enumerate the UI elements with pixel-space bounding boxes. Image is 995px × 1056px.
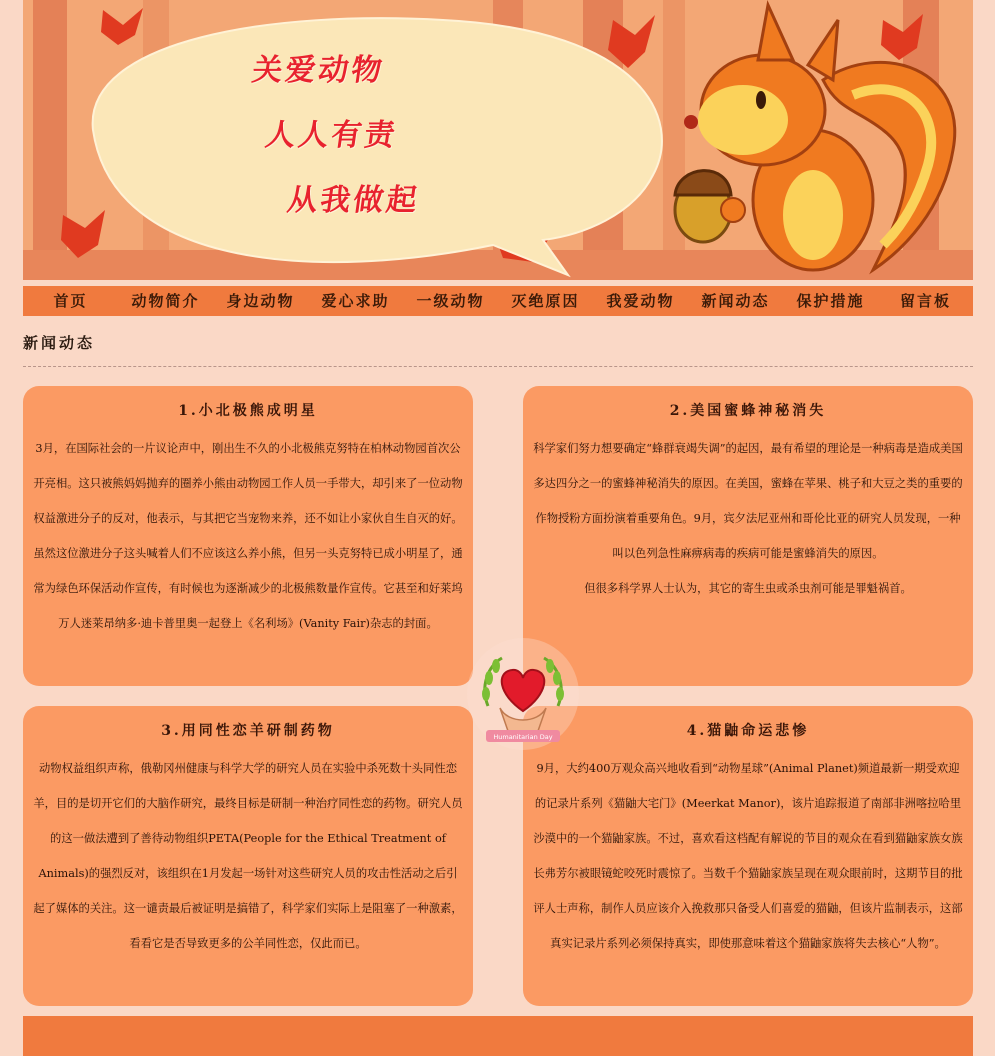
news-card (523, 386, 973, 686)
nav-item-animal-intro[interactable]: 动物简介 (131, 292, 200, 310)
slogan-line-1: 关爱动物 (250, 53, 387, 88)
header-banner (23, 0, 973, 280)
news-card-body: 9月，大约400万观众高兴地收看到“动物星球”(Animal Planet)频道最新一期受欢迎的记录片系列《猫鼬大宅门》(Meerkat Manor)，该片追踪报道了南部非洲喀拉哈里沙漠中的一个猫鼬家族。不过，喜欢看这档配有解说的节目的观众在看到猫鼬家族女族长弗芳尔被眼镜蛇咬死时震惊了。当数千个猫鼬家族呈现在观众眼前时，这期节目的批评人士声称，制作人员应该介入挽救那只备受人们喜爱的猫鼬，但该片监制表示，这部真实记录片系列必须保持真实，即使那意味着这个猫鼬家族将失去核心“人物”。 (533, 762, 963, 950)
footer-bar (23, 1016, 973, 1056)
news-card (23, 706, 473, 1006)
banner-illustration (23, 0, 973, 280)
slogan-line-3: 从我做起 (285, 183, 422, 218)
nav-item-i-love-animals[interactable]: 我爱动物 (606, 292, 675, 310)
nav-item-news[interactable]: 新闻动态 (701, 292, 770, 310)
news-card-body-extra: 但很多科学界人士认为，其它的寄生虫或杀虫剂可能是罪魁祸首。 (584, 582, 912, 595)
divider (23, 366, 973, 367)
badge-caption: Humanitarian Day (493, 733, 553, 741)
news-card-title[interactable]: 1.小北极熊成明星 (178, 403, 318, 419)
news-card-title[interactable]: 4.猫鼬命运悲惨 (686, 723, 810, 739)
slogan-line-2: 人人有责 (263, 118, 400, 153)
humanitarian-day-badge (458, 636, 588, 756)
nav-item-protection[interactable]: 保护措施 (796, 292, 865, 310)
nav-item-guestbook[interactable]: 留言板 (899, 292, 951, 310)
page-title: 新闻动态 (23, 334, 96, 352)
news-card-body: 动物权益组织声称，俄勒冈州健康与科学大学的研究人员在实验中杀死数十头同性恋羊，目的是切开它们的大脑作研究，最终目标是研制一种治疗同性恋的药物。研究人员的这一做法遭到了善待动物组织PETA(People for the Ethical Treatment of Animals)的强烈反对，该组织在1月发起一场针对这些研究人员的攻击性活动之后引起了媒体的关注。这一谴责最后被证明是搞错了，科学家们实际上是阻塞了一种激素，看看它是否导致更多的公羊同性恋，仅此而已。 (33, 762, 463, 950)
news-card-title[interactable]: 3.用同性恋羊研制药物 (161, 723, 335, 739)
news-card (523, 706, 973, 1006)
heart-hands-icon (458, 636, 588, 756)
news-card-body: 3月，在国际社会的一片议论声中，刚出生不久的小北极熊克努特在柏林动物园首次公开亮相。这只被熊妈妈抛弃的圈养小熊由动物园工作人员一手带大，却引来了一位动物权益激进分子的反对，他表示，与其把它当宠物来养，还不如让小家伙自生自灭的好。虽然这位激进分子这头喊着人们不应该这么养小熊，但另一头克努特已成小明星了，通常为绿色环保活动作宣传，有时候也为逐渐减少的北极熊数量作宣传。它甚至和好莱坞万人迷莱昂纳多·迪卡普里奥一起登上《名利场》(Vanity Fair)杂志的封面。 (33, 442, 463, 630)
news-card-title[interactable]: 2.美国蜜蜂神秘消失 (669, 403, 827, 419)
nav-item-home[interactable]: 首页 (53, 292, 88, 310)
news-card (23, 386, 473, 686)
nav-item-help[interactable]: 爱心求助 (321, 292, 390, 310)
nav-item-first-class-animals[interactable]: 一级动物 (416, 292, 485, 310)
main-nav (23, 286, 973, 316)
nav-item-nearby-animals[interactable]: 身边动物 (226, 292, 295, 310)
nav-item-extinction-causes[interactable]: 灭绝原因 (511, 292, 580, 310)
news-card-body: 科学家们努力想要确定“蜂群衰竭失调”的起因，最有希望的理论是一种病毒是造成美国多达四分之一的蜜蜂神秘消失的原因。在美国，蜜蜂在苹果、桃子和大豆之类的重要的作物授粉方面扮演着重要角色。9月，宾夕法尼亚州和哥伦比亚的研究人员发现，一种叫以色列急性麻痹病毒的疾病可能是蜜蜂消失的原因。 (533, 442, 963, 560)
